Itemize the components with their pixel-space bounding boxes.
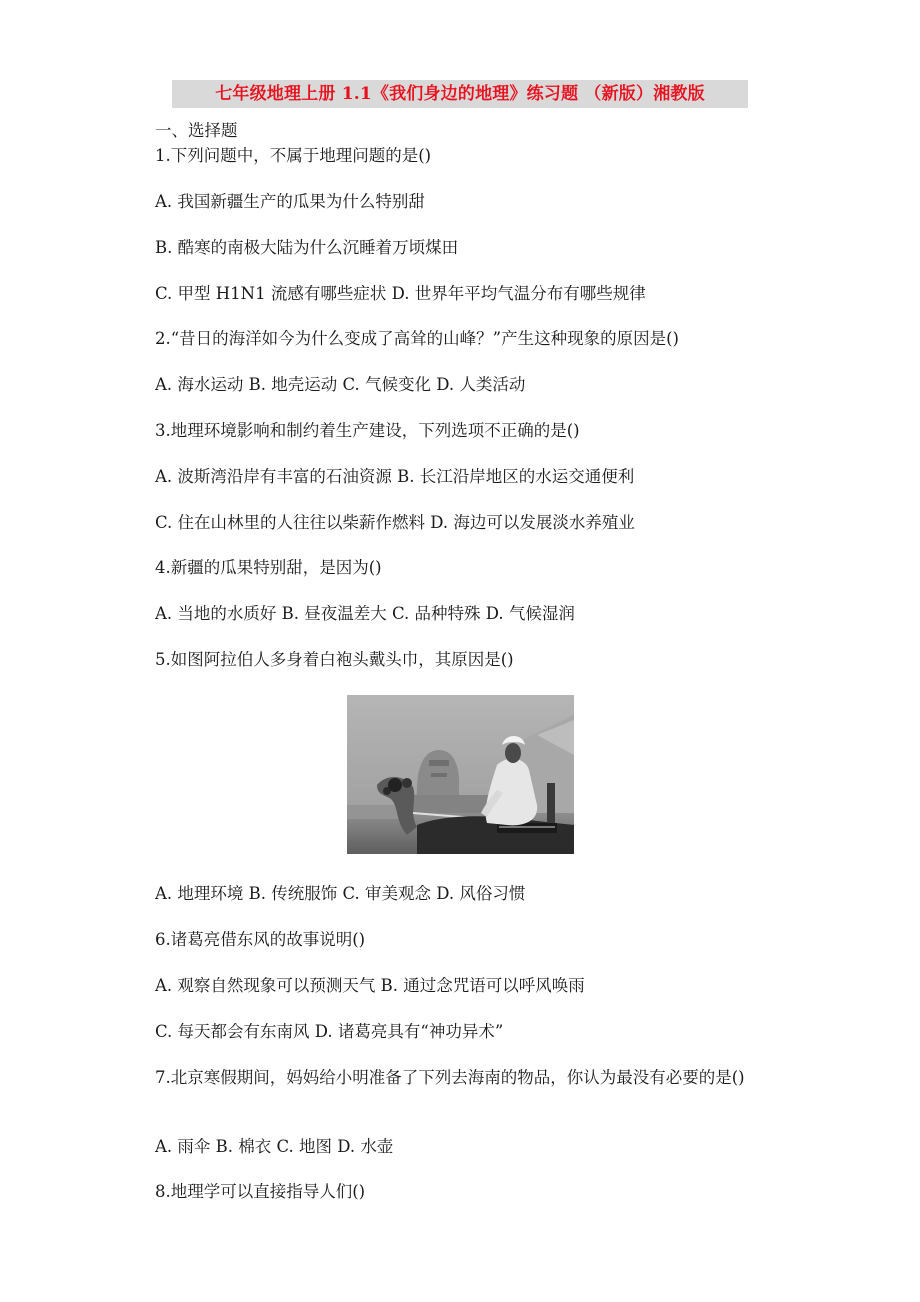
question-6-option-cd: C. 每天都会有东南风 D. 诸葛亮具有“神功异术” xyxy=(155,1022,504,1041)
question-4-options: A. 当地的水质好 B. 昼夜温差大 C. 品种特殊 D. 气候湿润 xyxy=(155,604,575,623)
section-heading: 一、选择题 xyxy=(155,121,238,140)
question-6-option-ab: A. 观察自然现象可以预测天气 B. 通过念咒语可以呼风唤雨 xyxy=(155,976,585,995)
question-3-option-cd: C. 住在山林里的人往往以柴薪作燃料 D. 海边可以发展淡水养殖业 xyxy=(155,513,635,532)
question-2-options: A. 海水运动 B. 地壳运动 C. 气候变化 D. 人类活动 xyxy=(155,375,526,394)
question-1-option-a: A. 我国新疆生产的瓜果为什么特别甜 xyxy=(155,192,425,211)
question-7-stem: 7.北京寒假期间，妈妈给小明准备了下列去海南的物品，你认为最没有必要的是() xyxy=(155,1068,745,1087)
question-5-options: A. 地理环境 B. 传统服饰 C. 审美观念 D. 风俗习惯 xyxy=(155,884,526,903)
question-5-stem: 5.如图阿拉伯人多身着白袍头戴头巾，其原因是() xyxy=(155,650,514,669)
question-3-option-ab: A. 波斯湾沿岸有丰富的石油资源 B. 长江沿岸地区的水运交通便利 xyxy=(155,467,635,486)
question-2-stem: 2.“昔日的海洋如今为什么变成了高耸的山峰？”产生这种现象的原因是() xyxy=(155,329,679,348)
question-6-stem: 6.诸葛亮借东风的故事说明() xyxy=(155,930,366,949)
question-7-options: A. 雨伞 B. 棉衣 C. 地图 D. 水壶 xyxy=(155,1137,394,1156)
sphinx-camel-rider-photo xyxy=(347,695,574,854)
question-1-stem: 1.下列问题中，不属于地理问题的是() xyxy=(155,146,432,165)
question-4-stem: 4.新疆的瓜果特别甜，是因为() xyxy=(155,558,382,577)
question-1-option-b: B. 酷寒的南极大陆为什么沉睡着万顷煤田 xyxy=(155,238,459,257)
question-1-option-cd: C. 甲型 H1N1 流感有哪些症状 D. 世界年平均气温分布有哪些规律 xyxy=(155,284,646,303)
question-8-stem: 8.地理学可以直接指导人们() xyxy=(155,1182,366,1201)
document-title: 七年级地理上册 1.1《我们身边的地理》练习题 （新版）湘教版 xyxy=(172,80,748,108)
question-3-stem: 3.地理环境影响和制约着生产建设，下列选项不正确的是() xyxy=(155,421,580,440)
